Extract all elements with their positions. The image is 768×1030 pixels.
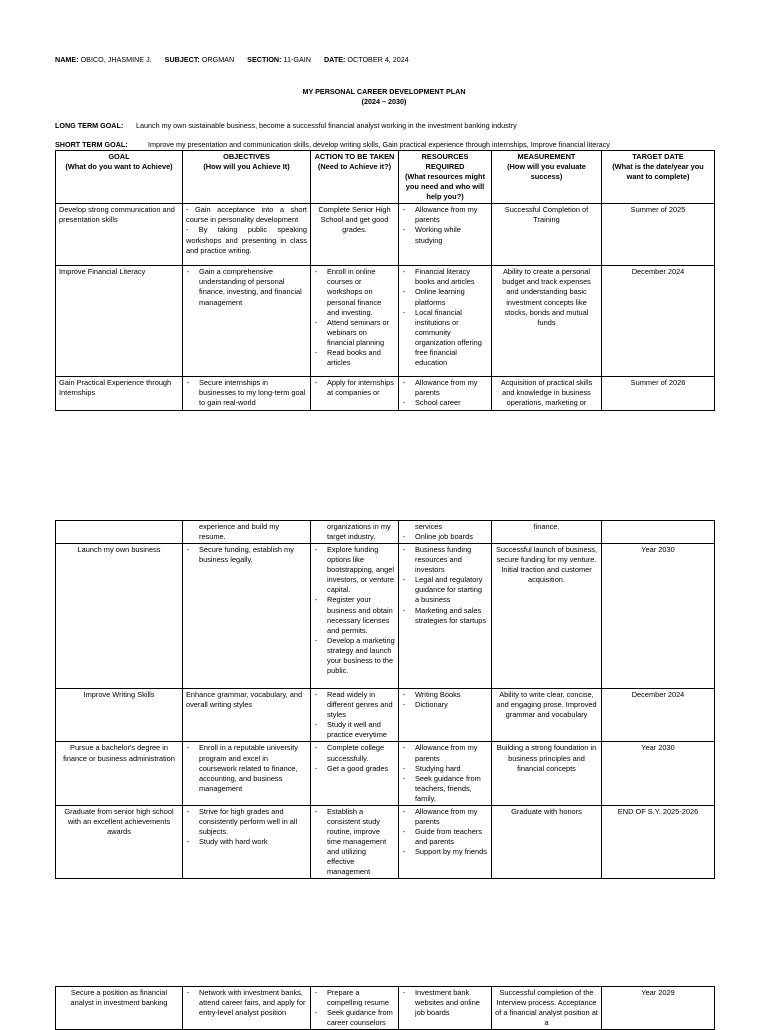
goal-cell: Gain Practical Experience through Internships bbox=[56, 377, 183, 410]
goal-cell: Improve Financial Literacy bbox=[56, 266, 183, 377]
goal-cell: Launch my own business bbox=[56, 544, 183, 689]
action-cell: - Read widely in different genres and styles - Study it well and practice everytime bbox=[311, 689, 399, 742]
date-label: DATE bbox=[323, 55, 343, 64]
table-header-row bbox=[56, 151, 715, 204]
action-cell: - Establish a consistent study routine, improve time management and utilizing effective management bbox=[311, 805, 399, 878]
goal-cell: Improve Writing Skills bbox=[56, 689, 183, 742]
objectives-cell: - Gain acceptance into a short course in personality development - By taking public speaking workshops and presenting in class and practice writing. bbox=[183, 204, 311, 266]
objectives-cell: - Secure funding, establish my business legally. bbox=[183, 544, 311, 689]
resources-cell: - Allowance from my parents - Studying hard - Seek guidance from teachers, friends, family. bbox=[399, 742, 492, 805]
action-cell: - Prepare a compelling resume - Seek guidance from career counselors bbox=[311, 987, 399, 1030]
career-plan-table-page-3 bbox=[55, 986, 715, 1030]
measurement-cell: Ability to write clear, concise, and engaging prose. Improved grammar and vocabulary bbox=[492, 689, 602, 742]
goal-cell: Pursue a bachelor's degree in finance or business administration bbox=[56, 742, 183, 805]
resources-cell: - Allowance from my parents - Working while studying bbox=[399, 204, 492, 266]
action-cell: organizations in my target industry. bbox=[311, 521, 399, 544]
action-cell: - Enroll in online courses or workshops on personal finance and investing. - Attend seminars or webinars on financial planning - Read books and articles bbox=[311, 266, 399, 377]
subject-value: ORGMAN bbox=[201, 55, 235, 64]
table-row bbox=[56, 742, 715, 805]
document-subtitle: (2024 – 2030) bbox=[361, 97, 407, 106]
resources-cell: - Allowance from my parents - School career bbox=[399, 377, 492, 410]
table-row bbox=[56, 204, 715, 266]
objectives-cell: - Network with investment banks, attend career fairs, and apply for entry-level analyst position bbox=[183, 987, 311, 1030]
action-cell: - Explore funding options like bootstrapping, angel investors, or venture capital. - Register your business and obtain necessary licenses and permits. - Develop a marketing strategy and launch your business to the public. bbox=[311, 544, 399, 689]
target-date-cell: Summer of 2026 bbox=[602, 377, 715, 410]
action-cell: - Complete college successfully. - Get a good grades bbox=[311, 742, 399, 805]
date-value: OCTOBER 4, 2024 bbox=[347, 55, 409, 64]
measurement-cell: Successful completion of the Interview process. Acceptance of a financial analyst position at a bbox=[492, 987, 602, 1030]
target-date-cell bbox=[602, 521, 715, 544]
column-header-measurement: MEASUREMENT (How will you evaluate success) bbox=[492, 151, 602, 204]
measurement-cell: Successful launch of business, secure funding for my venture. Initial traction and customer acquisition. bbox=[492, 544, 602, 689]
measurement-cell: Ability to create a personal budget and track expenses and understanding basic investment concepts like stocks, bonds and mutual funds bbox=[492, 266, 602, 377]
target-date-cell: Year 2030 bbox=[602, 742, 715, 805]
goal-cell bbox=[56, 521, 183, 544]
table-row bbox=[56, 689, 715, 742]
column-header-goal: GOAL (What do you want to Achieve) bbox=[56, 151, 183, 204]
subject-label: SUBJECT bbox=[164, 55, 198, 64]
target-date-cell: Summer of 2025 bbox=[602, 204, 715, 266]
table-row bbox=[56, 987, 715, 1030]
short-term-goal-text: Improve my presentation and communication skills, develop writing skills, Gain practical experience through internships, Improve financial literacy bbox=[148, 140, 610, 149]
resources-cell: - Allowance from my parents - Guide from teachers and parents - Support by my friends bbox=[399, 805, 492, 878]
target-date-cell: Year 2029 bbox=[602, 987, 715, 1030]
measurement-cell: Graduate with honors bbox=[492, 805, 602, 878]
column-header-action: ACTION TO BE TAKEN (Need to Achieve it?) bbox=[311, 151, 399, 204]
long-term-goal-label: LONG TERM GOAL: bbox=[55, 121, 124, 130]
long-term-goal-text: Launch my own sustainable business, become a successful financial analyst working in the investment banking industry bbox=[136, 121, 517, 130]
measurement-cell: Successful Completion of Training bbox=[492, 204, 602, 266]
objectives-cell: - Strive for high grades and consistently perform well in all subjects. - Study with hard work bbox=[183, 805, 311, 878]
target-date-cell: Year 2030 bbox=[602, 544, 715, 689]
goal-cell: Develop strong communication and presentation skills bbox=[56, 204, 183, 266]
career-plan-table-page-1 bbox=[55, 150, 715, 411]
target-date-cell: December 2024 bbox=[602, 266, 715, 377]
resources-cell: - Financial literacy books and articles - Online learning platforms - Local financial institutions or community organization offering free financial education bbox=[399, 266, 492, 377]
goal-cell: Secure a position as financial analyst in investment banking bbox=[56, 987, 183, 1030]
objectives-cell: experience and build my resume. bbox=[183, 521, 311, 544]
long-term-goal bbox=[55, 121, 517, 131]
section-value: 11-GAIN bbox=[283, 55, 311, 64]
objectives-cell: - Gain a comprehensive understanding of personal finance, investing, and financial management bbox=[183, 266, 311, 377]
column-header-resources: RESOURCES REQUIRED (What resources might you need and who will help you?) bbox=[399, 151, 492, 204]
student-name: OBICO, JHASMINE J. bbox=[80, 55, 152, 64]
measurement-cell: finance. bbox=[492, 521, 602, 544]
action-cell: - Apply for internships at companies or bbox=[311, 377, 399, 410]
table-row bbox=[56, 377, 715, 410]
section-label: SECTION bbox=[247, 55, 280, 64]
column-header-objectives: OBJECTIVES (How will you Achieve It) bbox=[183, 151, 311, 204]
measurement-cell: Building a strong foundation in business principles and financial concepts bbox=[492, 742, 602, 805]
goal-cell: Graduate from senior high school with an excellent achievements awards bbox=[56, 805, 183, 878]
objectives-cell: - Enroll in a reputable university program and excel in coursework related to finance, accounting, and business management bbox=[183, 742, 311, 805]
measurement-cell: Acquisition of practical skills and knowledge in business operations, marketing or bbox=[492, 377, 602, 410]
resources-cell: services - Online job boards bbox=[399, 521, 492, 544]
action-cell: Complete Senior High School and get good grades. bbox=[311, 204, 399, 266]
document-title: MY PERSONAL CAREER DEVELOPMENT PLAN bbox=[302, 87, 466, 96]
resources-cell: - Writing Books - Dictionary bbox=[399, 689, 492, 742]
column-header-target-date: TARGET DATE (What is the date/year you want to complete) bbox=[602, 151, 715, 204]
table-row bbox=[56, 266, 715, 377]
table-row bbox=[56, 521, 715, 544]
document-header: NAME: OBICO, JHASMINE J. SUBJECT: ORGMAN SECTION: 11-GAIN DATE: OCTOBER 4, 2024 bbox=[55, 55, 409, 64]
objectives-cell: Enhance grammar, vocabulary, and overall writing styles bbox=[183, 689, 311, 742]
career-plan-table-page-2 bbox=[55, 520, 715, 879]
table-row bbox=[56, 805, 715, 878]
name-label: NAME bbox=[55, 55, 77, 64]
short-term-goal-label: SHORT TERM GOAL: bbox=[55, 140, 128, 149]
target-date-cell: END OF S.Y. 2025-2026 bbox=[602, 805, 715, 878]
target-date-cell: December 2024 bbox=[602, 689, 715, 742]
table-row bbox=[56, 544, 715, 689]
short-term-goal bbox=[55, 140, 610, 150]
resources-cell: - Business funding resources and investors - Legal and regulatory guidance for starting a business - Marketing and sales strategies for startups bbox=[399, 544, 492, 689]
objectives-cell: - Secure internships in businesses to my long-term goal to gain real-world bbox=[183, 377, 311, 410]
resources-cell: - Investment bank websites and online job boards bbox=[399, 987, 492, 1030]
